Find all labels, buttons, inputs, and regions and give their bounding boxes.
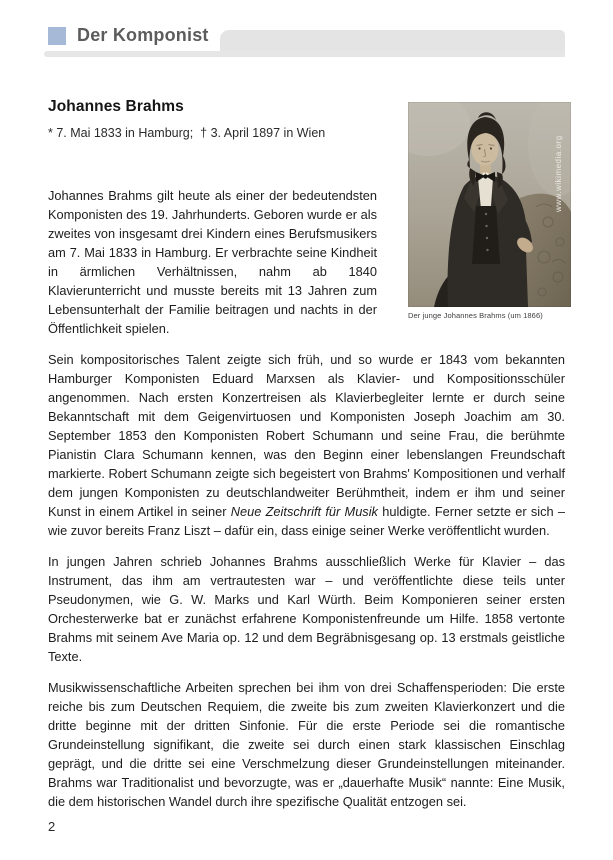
chapter-title: Der Komponist xyxy=(77,25,209,45)
article-content xyxy=(48,98,565,811)
chapter-header-bar xyxy=(220,30,565,51)
article-title: Johannes Brahms xyxy=(48,98,184,115)
chapter-header-underline xyxy=(44,51,565,57)
paragraph-2-text-end: huldigte. Ferner setzte er sich – wie zuvor bereits Franz Liszt – dafür ein, dass einige seiner Werke veröffentlicht wurden. xyxy=(48,504,565,538)
intro-section xyxy=(48,98,565,338)
paragraph-2-text: Sein kompositorisches Talent zeigte sich früh, und so wurde er 1843 vom bekannten Hamburger Komponisten Eduard Marxsen als Klavier- und Kompositionsschüler angenommen. Nach ersten Konzertreisen als Klavierbegleiter lernte er durch seine Bekanntschaft mit dem Geigenvirtuosen und Komponisten Joseph Joachim am 30. September 1853 den Komponisten Robert Schumann und seine Frau, die berühmte Pianistin Clara Schumann kennen, was den Beginn einer lebenslangen Freundschaft markierte. Robert Schumann zeigte sich begeistert von Brahms' Kompositionen und verhalf dem jungen Komponisten zu deutschlandweiter Berühmtheit, indem er ihm und seiner Kunst in einem Artikel in seiner xyxy=(48,352,565,519)
brahms-portrait-photo xyxy=(408,102,571,307)
paragraph-2 xyxy=(48,350,565,540)
intro-text-column xyxy=(48,98,377,338)
paragraph-3: In jungen Jahren schrieb Johannes Brahms ausschließlich Werke für Klavier – das Instrument, das ihm am vertrautesten war – und veröffentlichte diese teils unter Pseudonymen, wie G. W. Marks und Karl Würth. Beim Komponieren seiner ersten Orchesterwerke bat er zunächst erfahrene Komponistenfreunde um Hilfe. 1858 vertonte Brahms mit seinem Ave Maria op. 12 und dem Begräbnisgesang op. 13 erstmals geistliche Texte. xyxy=(48,554,565,664)
chapter-accent-square-icon xyxy=(48,27,66,45)
life-dates: * 7. Mai 1833 in Hamburg; † 3. April 1897 in Wien xyxy=(48,126,326,140)
page-number: 2 xyxy=(48,819,56,834)
paragraph-1: Johannes Brahms gilt heute als einer der bedeutendsten Komponisten des 19. Jahrhunderts. Geboren wurde er als zweites von insgesamt drei Kindern eines Berufsmusikers am 7. Mai 1833 in Hamburg. Er verbrachte seine Kindheit in ärmlichen Verhältnissen, nahm ab 1840 Klavierunterricht und musste bereits mit 13 Jahren zum Lebensunterhalt der Familie beitragen und nachts in der Öffentlichkeit spielen. xyxy=(48,188,377,336)
photo-credit: www.wikimedia.org xyxy=(554,135,563,212)
portrait-figure xyxy=(408,102,571,338)
figure-caption: Der junge Johannes Brahms (um 1866) xyxy=(408,311,543,320)
paragraph-4: Musikwissenschaftliche Arbeiten sprechen bei ihm von drei Schaffensperioden: Die erste reiche bis zum Deutschen Requiem, die zweite bis zum zweiten Klavierkonzert und die dritte beginne mit der dritten Sinfonie. Für die erste Periode sei die romantische Grundeinstellung signifikant, die zweite sei durch einen stark klassischen Einschlag geprägt, und die dritte sei eine Verschmelzung dieser Grundeinstellungen miteinander. Brahms war Traditionalist und bevorzugte, was er „dauerhafte Musik“ nannte: Eine Musik, die dem historischen Wandel durch ihre spezifische Qualität entzogen sei. xyxy=(48,680,565,809)
journal-title-italic: Neue Zeitschrift für Musik xyxy=(230,504,378,519)
